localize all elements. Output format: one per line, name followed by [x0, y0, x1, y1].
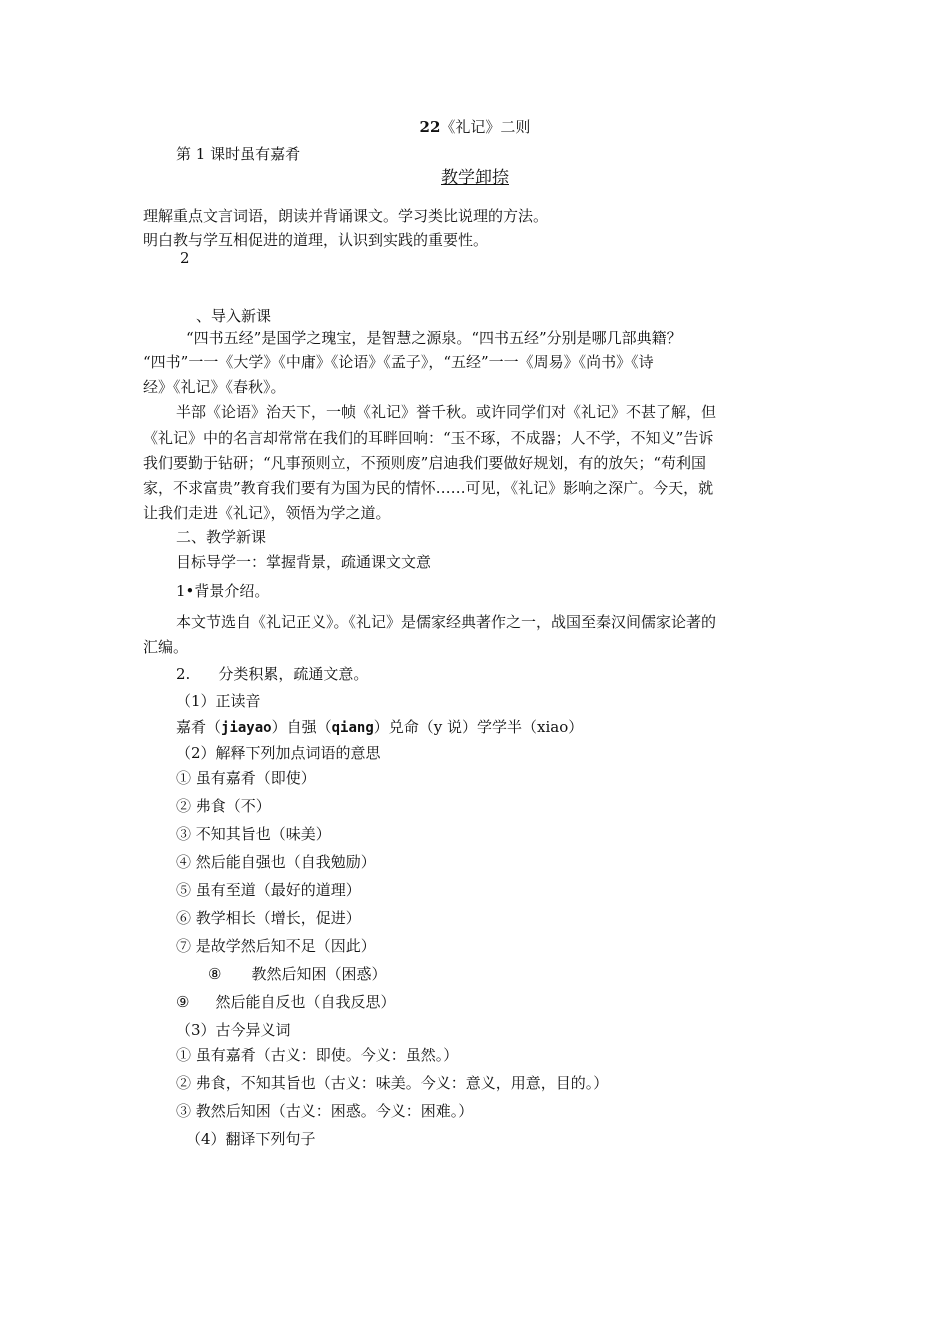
gujin-item-3: ③ 教然后知困（古义：困惑。今义：困难。） [176, 1102, 474, 1120]
subsection-1: （1）正读音 [176, 692, 261, 710]
explain-item-9-text: 然后能自反也（自我反思） [215, 993, 396, 1011]
section-2-heading: 二、教学新课 [176, 528, 267, 546]
explain-item-4: ④ 然后能自强也（自我勉励） [176, 853, 376, 871]
stray-number: 2 [180, 249, 190, 267]
paragraph-1-line-2: “四书”一一《大学》《中庸》《论语》《孟子》，“五经”一一《周易》《尚书》《诗 [143, 353, 654, 371]
item-2-text: 分类积累，疏通文意。 [218, 665, 369, 683]
paragraph-3-line-1: 本文节选自《礼记正义》。《礼记》是儒家经典著作之一，战国至秦汉间儒家论著的 [176, 613, 717, 631]
gujin-item-1: ① 虽有嘉肴（古义：即使。今义：虽然。） [176, 1046, 459, 1064]
paragraph-1-line-3: 经》《礼记》《春秋》。 [143, 378, 286, 396]
intro-heading: 、导入新课 [196, 307, 272, 325]
explain-item-5: ⑤ 虽有至道（最好的道理） [176, 881, 361, 899]
title-number: 22 [419, 118, 441, 136]
pron-pinyin-jiayao: jiayao [221, 720, 272, 736]
section-subtitle: 教学卸捺 [441, 168, 509, 188]
paragraph-1-line-1: “四书五经”是国学之瑰宝，是智慧之源泉。“四书五经”分别是哪几部典籍？ [186, 329, 682, 347]
explain-item-8 [208, 964, 386, 984]
page-title [0, 117, 950, 137]
paragraph-3-line-2: 汇编。 [143, 638, 189, 656]
explain-item-3: ③ 不知其旨也（味美） [176, 825, 331, 843]
item-2-number: 2. [176, 665, 191, 683]
pron-part-e: ）兑命（y 说）学学半（xiao） [373, 718, 584, 736]
explain-item-8-number: ⑧ [208, 965, 222, 983]
explain-item-2: ② 弗食（不） [176, 797, 271, 815]
pron-pinyin-qiang: qiang [331, 720, 374, 736]
gujin-item-2: ② 弗食，不知其旨也（古义：味美。今义：意义，用意，目的。） [176, 1074, 609, 1092]
lesson-heading: 第 1 课时虽有嘉肴 [176, 145, 301, 163]
explain-item-9 [176, 992, 395, 1012]
goal-line-2: 明白教与学互相促进的道理，认识到实践的重要性。 [143, 231, 489, 249]
background-heading: 1•背景介绍。 [176, 582, 270, 600]
subsection-4: （4）翻译下列句子 [186, 1130, 316, 1148]
subsection-3: （3）古今异义词 [176, 1021, 291, 1039]
explain-item-7: ⑦ 是故学然后知不足（因此） [176, 937, 376, 955]
explain-item-1: ① 虽有嘉肴（即使） [176, 769, 316, 787]
pron-part-a: 嘉肴（ [176, 718, 222, 736]
pron-part-c: ）自强（ [271, 718, 332, 736]
paragraph-2-line-5: 让我们走进《礼记》，领悟为学之道。 [143, 504, 391, 522]
target-1-heading: 目标导学一：掌握背景，疏通课文文意 [176, 553, 432, 571]
explain-item-9-number: ⑨ [176, 993, 190, 1011]
goal-line-1: 理解重点文言词语，朗读并背诵课文。学习类比说理的方法。 [143, 207, 549, 225]
explain-item-6: ⑥ 教学相长（增长，促进） [176, 909, 361, 927]
paragraph-2-line-1: 半部《论语》治天下，一帧《礼记》誉千秋。或许同学们对《礼记》不甚了解，但 [176, 403, 717, 421]
paragraph-2-line-4: 家，不求富贵”教育我们要有为国为民的情怀……可见，《礼记》影响之深广。今天，就 [143, 479, 714, 497]
explain-item-8-text: 教然后知困（困惑） [251, 965, 387, 983]
paragraph-2-line-3: 我们要勤于钻研；“凡事预则立，不预则废”启迪我们要做好规划，有的放矢；“苟利国 [143, 454, 707, 472]
paragraph-2-line-2: 《礼记》中的名言却常常在我们的耳畔回响：“玉不琢，不成器；人不学，不知义”告诉 [143, 429, 714, 447]
item-2 [176, 664, 368, 684]
title-text: 《礼记》二则 [440, 118, 531, 136]
subsection-2: （2）解释下列加点词语的意思 [176, 744, 381, 762]
pronunciation-line [176, 717, 583, 738]
